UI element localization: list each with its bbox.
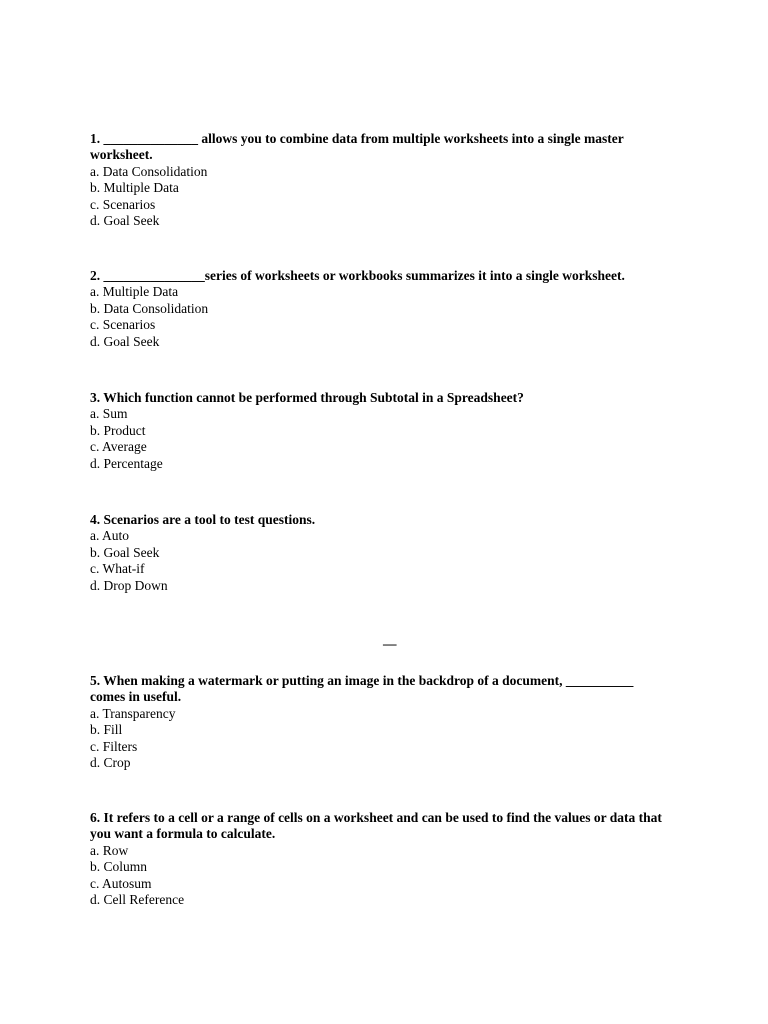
option-a: a. Row xyxy=(90,842,129,858)
question-text-line: 4. Scenarios are a tool to test questions. xyxy=(90,512,316,527)
option-a: a. Sum xyxy=(90,406,128,422)
answer-options xyxy=(90,706,690,772)
answer-options xyxy=(90,528,690,594)
answer-options xyxy=(90,406,690,472)
section-separator: — xyxy=(383,636,397,651)
option-b: b. Product xyxy=(90,422,146,438)
option-d: d. Drop Down xyxy=(90,577,168,593)
question-6 xyxy=(90,810,690,908)
question-text-line: you want a formula to calculate. xyxy=(90,826,276,842)
question-text xyxy=(90,810,690,843)
question-text-line: 5. When making a watermark or putting an image in the backdrop of a document, __________ xyxy=(90,673,634,688)
option-c: c. Autosum xyxy=(90,875,152,891)
question-text-line: 3. Which function cannot be performed through Subtotal in a Spreadsheet? xyxy=(90,390,524,405)
option-b: b. Goal Seek xyxy=(90,544,160,560)
option-c: c. Filters xyxy=(90,738,138,754)
option-b: b. Data Consolidation xyxy=(90,300,209,316)
question-2 xyxy=(90,268,690,350)
option-a: a. Data Consolidation xyxy=(90,163,208,179)
option-d: d. Crop xyxy=(90,755,131,771)
option-b: b. Multiple Data xyxy=(90,180,179,196)
question-text xyxy=(90,673,690,706)
option-d: d. Percentage xyxy=(90,455,163,471)
option-d: d. Goal Seek xyxy=(90,333,160,349)
answer-options xyxy=(90,843,690,909)
option-c: c. Scenarios xyxy=(90,196,156,212)
question-text xyxy=(90,131,690,164)
question-text-line: worksheet. xyxy=(90,147,153,163)
question-text-line: comes in useful. xyxy=(90,689,182,705)
option-a: a. Auto xyxy=(90,528,129,544)
question-text-line: 6. It refers to a cell or a range of cells on a worksheet and can be used to find the values or data that xyxy=(90,810,662,825)
option-c: c. What-if xyxy=(90,561,145,577)
option-d: d. Cell Reference xyxy=(90,892,185,908)
option-a: a. Multiple Data xyxy=(90,284,179,300)
question-text xyxy=(90,512,690,528)
answer-options xyxy=(90,284,690,350)
question-text-line: 1. ______________ allows you to combine data from multiple worksheets into a single master xyxy=(90,131,624,146)
question-3 xyxy=(90,390,690,472)
answer-options xyxy=(90,164,690,230)
option-c: c. Scenarios xyxy=(90,317,156,333)
question-text-line: 2. _______________series of worksheets or workbooks summarizes it into a single worksheet. xyxy=(90,268,625,283)
question-text xyxy=(90,268,690,284)
question-1 xyxy=(90,131,690,229)
option-b: b. Fill xyxy=(90,722,123,738)
question-4 xyxy=(90,512,690,594)
option-d: d. Goal Seek xyxy=(90,213,160,229)
option-c: c. Average xyxy=(90,439,147,455)
question-text xyxy=(90,390,690,406)
option-b: b. Column xyxy=(90,859,148,875)
option-a: a. Transparency xyxy=(90,705,176,721)
question-5 xyxy=(90,673,690,771)
